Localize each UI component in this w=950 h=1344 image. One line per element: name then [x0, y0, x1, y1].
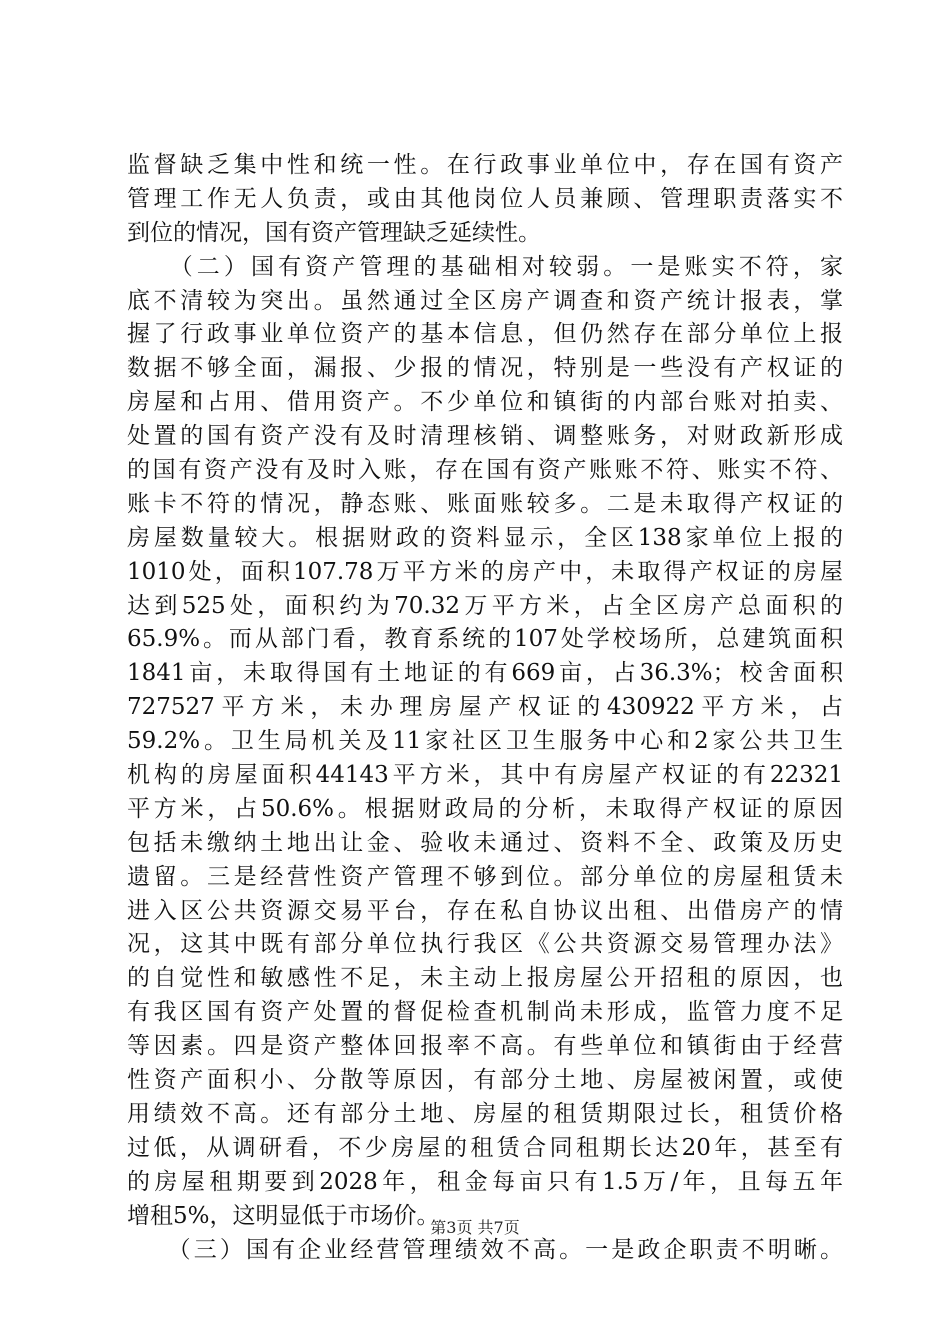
- text-line: 数据不够全面，漏报、少报的情况，特别是一些没有产权证的: [127, 355, 843, 382]
- text-line: （二）国有资产管理的基础相对较弱。一是账实不符，家: [127, 253, 843, 280]
- text-line: 况，这其中既有部分单位执行我区《公共资源交易管理办法》: [127, 931, 843, 958]
- text-line: 过低，从调研看，不少房屋的租赁合同租期长达20年，甚至有: [127, 1134, 843, 1161]
- text-line: 握了行政事业单位资产的基本信息，但仍然存在部分单位上报: [127, 321, 843, 348]
- text-line: （三）国有企业经营管理绩效不高。一是政企职责不明晰。: [127, 1236, 843, 1263]
- text-line: 的房屋租期要到2028年，租金每亩只有1.5万/年，且每五年: [127, 1168, 843, 1195]
- text-line: 的自觉性和敏感性不足，未主动上报房屋公开招租的原因，也: [127, 965, 843, 992]
- text-line: 监督缺乏集中性和统一性。在行政事业单位中，存在国有资产: [127, 152, 843, 178]
- text-line: 1010处，面积107.78万平方米的房产中，未取得产权证的房屋: [127, 558, 843, 585]
- text-line: 等因素。四是资产整体回报率不高。有些单位和镇街由于经营: [127, 1033, 843, 1060]
- text-line: 管理工作无人负责，或由其他岗位人员兼顾、管理职责落实不: [127, 185, 843, 212]
- text-line: 房屋数量较大。根据财政的资料显示，全区138家单位上报的: [127, 524, 843, 551]
- text-line: 达到525处，面积约为70.32万平方米，占全区房产总面积的: [127, 592, 843, 619]
- text-line: 增租5%，这明显低于市场价。: [127, 1202, 440, 1229]
- page-footer: 第3页 共7页: [430, 1218, 520, 1237]
- text-line: 进入区公共资源交易平台，存在私自协议出租、出借房产的情: [127, 897, 843, 924]
- text-line: 机构的房屋面积44143平方米，其中有房屋产权证的有22321: [127, 762, 843, 789]
- text-line: 用绩效不高。还有部分土地、房屋的租赁期限过长，租赁价格: [127, 1100, 843, 1127]
- text-line: 59.2%。卫生局机关及11家社区卫生服务中心和2家公共卫生: [127, 728, 843, 755]
- text-line: 65.9%。而从部门看，教育系统的107处学校场所，总建筑面积: [127, 626, 843, 653]
- text-line: 房屋和占用、借用资产。不少单位和镇街的内部台账对拍卖、: [127, 389, 843, 416]
- text-line: 底不清较为突出。虽然通过全区房产调查和资产统计报表，掌: [127, 287, 843, 314]
- text-line: 包括未缴纳土地出让金、验收未通过、资料不全、政策及历史: [127, 829, 843, 856]
- text-line: 处置的国有资产没有及时清理核销、调整账务，对财政新形成: [127, 423, 843, 450]
- text-line: 平方米，占50.6%。根据财政局的分析，未取得产权证的原因: [127, 795, 843, 822]
- text-line: 1841亩，未取得国有土地证的有669亩，占36.3%；校舍面积: [127, 660, 843, 687]
- text-line: 有我区国有资产处置的督促检查机制尚未形成，监管力度不足: [127, 999, 843, 1026]
- text-line: 到位的情况，国有资产管理缺乏延续性。: [127, 219, 541, 246]
- text-line: 性资产面积小、分散等原因，有部分土地、房屋被闲置，或使: [127, 1067, 843, 1094]
- text-line: 账卡不符的情况，静态账、账面账较多。二是未取得产权证的: [127, 490, 843, 517]
- text-line: 727527平方米，未办理房屋产权证的430922平方米，占: [127, 694, 843, 721]
- body-text: [127, 149, 843, 1267]
- text-line: 的国有资产没有及时入账，存在国有资产账账不符、账实不符、: [127, 457, 843, 484]
- text-line: 遗留。三是经营性资产管理不够到位。部分单位的房屋租赁未: [127, 863, 843, 890]
